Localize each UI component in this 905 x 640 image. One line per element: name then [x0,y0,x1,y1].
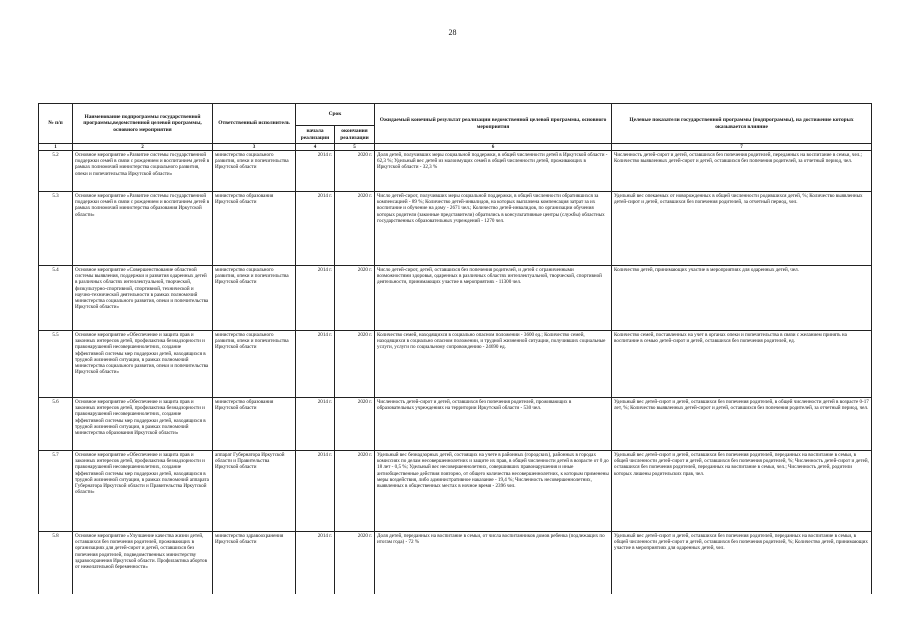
measure-name: Основное мероприятие «Обеспечение и защита прав и законных интересов детей, профилактика безнадзорности и правонарушений несовершеннолетних, создание эффективной системы мер поддержки детей, находящихся в трудной жизненной ситуации, в рамках полномочий аппарата Губернатора Иркутской области и Правительства Иркутской области» [73,451,213,532]
executor: министерство здравоохранения Иркутской области [213,532,296,595]
header-result: Ожидаемый конечный результат реализации ведомственной целевой программы, основного мероприятия [375,104,612,144]
start-year: 2014 г. [296,266,335,331]
expected-result: Численность детей-сирот и детей, оставшихся без попечения родителей, проживающих в образовательных учреждениях на территории Иркутской области - 530 чел. [375,398,612,451]
row-number: 5.6 [39,398,73,451]
row-number: 5.7 [39,451,73,532]
page-number: 28 [448,28,457,37]
column-number: 2 [73,144,213,151]
executor: министерство социального развития, опеки и попечительства Иркутской области [213,331,296,398]
start-year: 2014 г. [296,451,335,532]
measure-name: Основное мероприятие «Развитие системы государственной поддержки семей в связи с рождением и воспитанием детей в рамках полномочий министерства социального развития, опеки и попечительства Иркутской области» [73,151,213,192]
measure-name: Основное мероприятие «Обеспечение и защита прав и законных интересов детей, профилактика безнадзорности и правонарушений несовершеннолетних, создание эффективной системы мер поддержки детей, находящихся в трудной жизненной ситуации, в рамках полномочий министерства социального развития, опеки и попечительства Иркутской области» [73,331,213,398]
column-number: 3 [213,144,296,151]
end-year: 2020 г. [335,451,375,532]
header-executor: Ответственный исполнитель [213,104,296,144]
executor: министерство образования Иркутской области [213,192,296,266]
column-number: 1 [39,144,73,151]
target-indicators: Удельный вес детей-сирот и детей, оставшихся без попечения родителей, переданных на воспитание в семьи, в общей численности детей-сирот и детей, оставшихся без попечения родителей, %; Численность детей-сирот и детей, оставшихся без попечения родителей, переданных на воспитание в семьи, чел.; Численность детей, родители которых лишены родительских прав, чел. [612,451,872,532]
target-indicators: Удельный вес опекаемых от новорожденных в общей численности родившихся детей, %; Количество выявленных детей-сирот и детей, оставшихся без попечения родителей, за отчетный период, чел. [612,192,872,266]
end-year: 2020 г. [335,266,375,331]
start-year: 2014 г. [296,192,335,266]
start-year: 2014 г. [296,331,335,398]
executor: министерство образования Иркутской области [213,398,296,451]
row-number: 5.5 [39,331,73,398]
table-row [39,532,872,595]
column-number: 4 [296,144,335,151]
target-indicators: Количество детей, принимающих участие в мероприятиях для одаренных детей, чел. [612,266,872,331]
table-row [39,192,872,266]
expected-result: Доля детей, переданных на воспитание в семьи, от числа воспитанников домов ребенка (подлежащих по итогам года) - 72 % [375,532,612,595]
start-year: 2014 г. [296,398,335,451]
measure-name: Основное мероприятие «Развитие системы государственной поддержки семей в связи с рождением и воспитанием детей в рамках полномочий министерства образования Иркутской области» [73,192,213,266]
row-number: 5.2 [39,151,73,192]
table-row [39,151,872,192]
expected-result: Число детей-сирот, получивших меры социальной поддержки, в общей численности обратившихся за компенсацией - 89 %; Количество детей-инвалидов, на которых выплачена компенсация затрат за их воспитание и обучение на дому - 2671 чел.; Количество детей-инвалидов, по организации обучения которых родители (законные представители) обратились в консультативные центры (службы) областных государственных образовательных учреждений - 1270 чел. [375,192,612,266]
executor: аппарат Губернатора Иркутской области и Правительства Иркутской области [213,451,296,532]
program-table [38,103,872,594]
executor: министерство социального развития, опеки и попечительства Иркутской области [213,151,296,192]
measure-name: Основное мероприятие «Улучшение качества жизни детей, оставшихся без попечения родителей, проживающих в организациях для детей-сирот и детей, оставшихся без попечения родителей, подведомственных министерству здравоохранения Иркутской области. Профилактика абортов от нежелательной беременности» [73,532,213,595]
target-indicators: Численность детей-сирот и детей, оставшихся без попечения родителей, переданных на воспитание в семьи, чел.; Количество выявленных детей-сирот и детей, оставшихся без попечения родителей, за отчетный период, чел. [612,151,872,192]
row-number: 5.3 [39,192,73,266]
end-year: 2020 г. [335,192,375,266]
column-number: 5 [335,144,375,151]
header-term: Срок [296,104,375,126]
target-indicators: Удельный вес детей-сирот и детей, оставшихся без попечения родителей, переданных на воспитание в семьи, в общей численности детей-сирот и детей, оставшихся без попечения родителей, %; Количество детей, принимающих участие в мероприятиях для одаренных детей, чел. [612,532,872,595]
expected-result: Доля детей, получивших меры социальной поддержки, в общей численности детей в Иркутской области - 62,3 %; Удельный вес детей из малоимущих семей в общей численности детей, проживающих в Иркутской области - 32,3 % [375,151,612,192]
header-end: окончания реализации [335,126,375,144]
table-row [39,451,872,532]
measure-name: Основное мероприятие «Совершенствование областной системы выявления, поддержки и развития одаренных детей в различных областях интеллектуальной, творческой, физкультурно-спортивной, спортивной, технической и научно-технической деятельности в рамках полномочий министерства социального развития, опеки и попечительства Иркутской области» [73,266,213,331]
start-year: 2014 г. [296,151,335,192]
table-row [39,331,872,398]
target-indicators: Удельный вес детей-сирот и детей, оставшихся без попечения родителей, в общей численности детей в возрасте 0-17 лет, %; Количество выявленных детей-сирот и детей, оставшихся без попечения родителей, за отчетный период, чел. [612,398,872,451]
end-year: 2020 г. [335,331,375,398]
table-row [39,266,872,331]
expected-result: Число детей-сирот, детей, оставшихся без попечения родителей, и детей с ограниченными возможностями здоровья, одаренных в различных областях интеллектуальной, творческой, спортивной деятельности, принимающих участие в мероприятиях - 11300 чел. [375,266,612,331]
expected-result: Удельный вес безнадзорных детей, состоящих на учете в районных (городских), районных в городах комиссиях по делам несовершеннолетних и защите их прав, в общей численности детей в возрасте от 0 до 18 лет - 0,5 %; Удельный вес несовершеннолетних, совершивших правонарушения и иные антиобщественные действия повторно, от общего количества несовершеннолетних, к которым применены меры воздействия, либо административное наказание - 19,4 %; Численность несовершеннолетних, выявленных в общественных местах в ночное время - 2396 чел. [375,451,612,532]
executor: министерство социального развития, опеки и попечительства Иркутской области [213,266,296,331]
end-year: 2020 г. [335,151,375,192]
end-year: 2020 г. [335,398,375,451]
table-row [39,398,872,451]
header-name: Наименование подпрограммы государственной программы,ведомственной целевой программы, основного мероприятия [73,104,213,144]
target-indicators: Количество семей, поставленных на учет в органах опеки и попечительства в связи с желанием принять на воспитание в семью детей-сирот и детей, оставшихся без попечения родителей, ед. [612,331,872,398]
end-year: 2020 г. [335,532,375,595]
column-number: 6 [375,144,612,151]
measure-name: Основное мероприятие «Обеспечение и защита прав и законных интересов детей, профилактика безнадзорности и правонарушений несовершеннолетних, создание эффективной системы мер поддержки детей, находящихся в трудной жизненной ситуации, в рамках полномочий министерства образования Иркутской области» [73,398,213,451]
header-targets: Целевые показатели государственной программы (подпрограммы), на достижение которых оказывается влияние [612,104,872,144]
header-num: № п/п [39,104,73,144]
header-start: начала реализации [296,126,335,144]
row-number: 5.8 [39,532,73,595]
column-number: 7 [612,144,872,151]
start-year: 2014 г. [296,532,335,595]
expected-result: Количество семей, находящихся в социально опасном положении - 3600 ед.; Количество семей, находящихся в социально опасном положении, и трудной жизненной ситуации, получивших социальные услуги, услуги по социальному сопровождению - 24690 ед. [375,331,612,398]
row-number: 5.4 [39,266,73,331]
